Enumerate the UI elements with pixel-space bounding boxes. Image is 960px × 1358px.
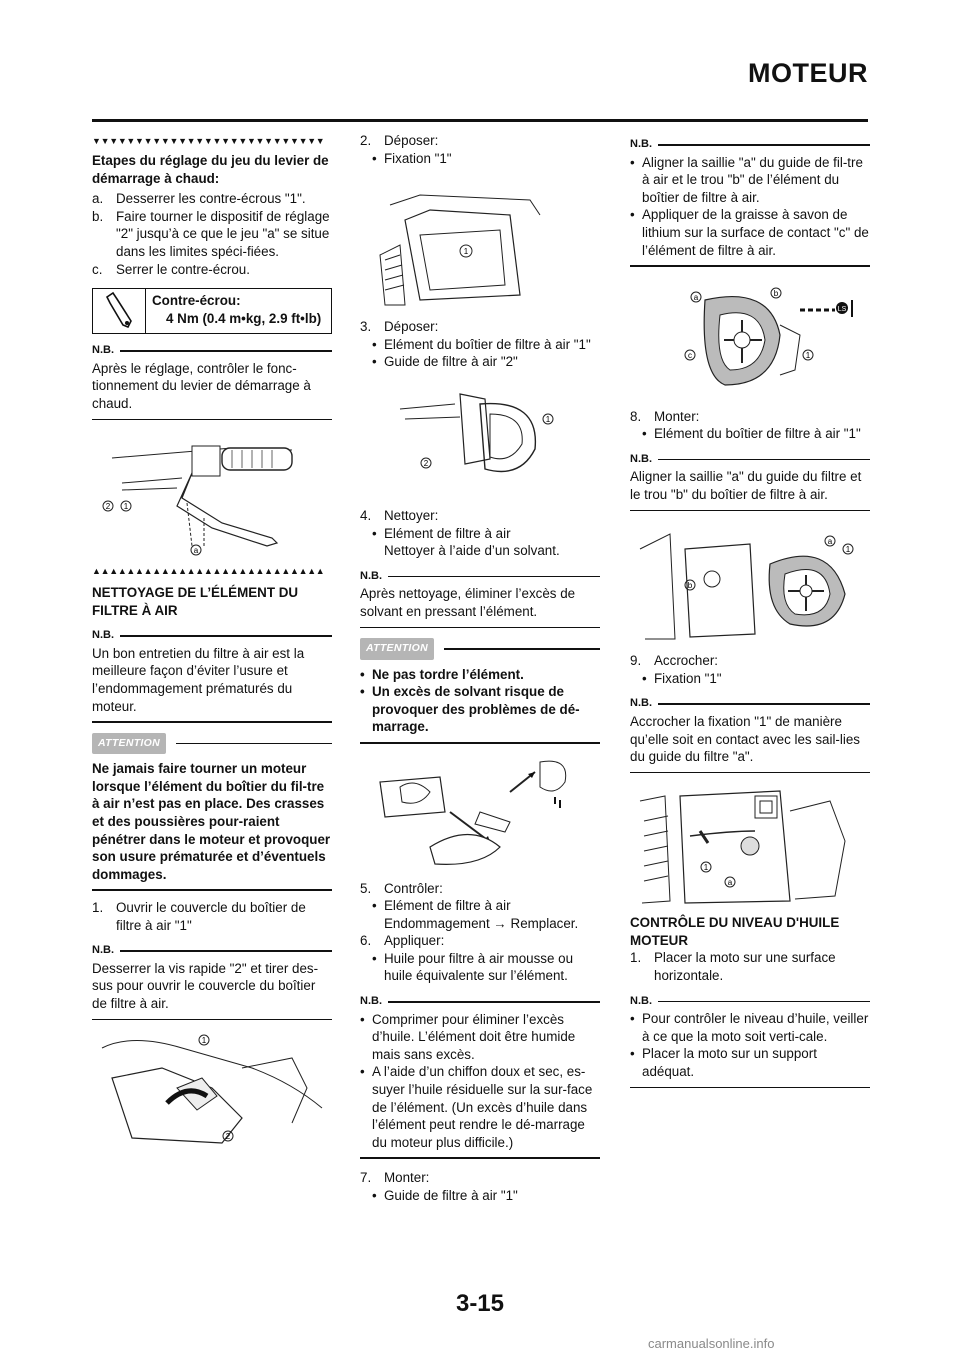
- list-item: 1. Ouvrir le couvercle du boîtier de filtre à air "1": [92, 899, 306, 933]
- column-1: [92, 136, 332, 1161]
- divider: [630, 772, 870, 774]
- svg-text:1: 1: [845, 545, 851, 555]
- bullet-item: • Huile pour filtre à air mousse ou huile équivalente sur l’élément.: [372, 950, 574, 984]
- divider: [360, 627, 600, 629]
- divider: [630, 510, 870, 512]
- bullet-item: • Comprimer pour éliminer l’excès d’huile. L’élément doit être humide mais sans excès.: [360, 1011, 576, 1062]
- nb-header: N.B.: [360, 993, 600, 1011]
- list-item: 6. Appliquer:: [360, 933, 445, 949]
- bullet-item: • Elément du boîtier de filtre à air "1": [372, 336, 591, 352]
- bullet-item: • Fixation "1": [372, 150, 452, 166]
- attention-text: Ne jamais faire tourner un moteur lorsque l’élément du boîtier du fil-tre à air n’est pas en place. Des crasses et des poussières pour-raient pénétrer dans le moteur et provoquer son usure prématurée et d’éventuels dommages.: [92, 761, 331, 882]
- divider: [92, 721, 332, 723]
- bullet-item: • Elément de filtre à air: [372, 898, 511, 914]
- wrench-icon: [93, 289, 146, 333]
- list-item: a. Desserrer les contre-écrous "1".: [92, 191, 306, 207]
- column-2: [360, 132, 600, 1204]
- svg-text:2: 2: [225, 1132, 231, 1141]
- nb-text: Un bon entretien du filtre à air est la meilleure façon d’éviter l’usure et l’endommagement prématurés du moteur.: [92, 645, 305, 714]
- bullet-item: • Aligner la saillie "a" du guide de fil-tre à air et le trou "b" de l’élément du boîtier de filtre à air.: [630, 154, 863, 205]
- svg-text:a: a: [693, 292, 699, 302]
- svg-text:c: c: [688, 350, 692, 360]
- nb-text: Aligner la saillie "a" du guide du filtre et le trou "b" du boîtier de filtre à air.: [630, 469, 862, 503]
- bullet-item: • Elément de filtre à air: [372, 525, 511, 541]
- divider: [92, 1019, 332, 1021]
- nb-text: Accrocher la fixation "1" de manière qu’elle soit en contact avec les sail-lies du guide du filtre "a".: [630, 713, 860, 765]
- list-item: 4. Nettoyer:: [360, 507, 439, 523]
- triangle-row-down: ▼▼▼▼▼▼▼▼▼▼▼▼▼▼▼▼▼▼▼▼▼▼▼▼▼▼▼: [92, 136, 325, 146]
- svg-text:2: 2: [423, 458, 429, 468]
- nb-header: N.B.: [92, 942, 332, 960]
- bullet-item: • Appliquer de la graisse à savon de lithium sur la surface de contact "c" de l’élément de filtre à air.: [630, 207, 869, 258]
- nb-header: N.B.: [630, 993, 870, 1011]
- divider: [630, 1087, 870, 1089]
- spec-value: 4 Nm (0.4 m•kg, 2.9 ft•lb): [166, 310, 322, 326]
- list-item: c. Serrer le contre-écrou.: [92, 261, 250, 277]
- watermark: carmanualsonline.info: [648, 1336, 775, 1351]
- fixation-figure: [360, 175, 600, 310]
- hook-fixation-figure: [630, 781, 870, 906]
- hot-start-lever-figure: [92, 428, 332, 558]
- nb-text: Après le réglage, contrôler le fonc-tionnement du levier de démarrage à chaud.: [92, 360, 311, 411]
- torque-spec-box: [92, 288, 332, 334]
- list-item: 1. Placer la moto sur une surface horizontale.: [630, 950, 836, 983]
- divider: [92, 419, 332, 421]
- svg-text:1: 1: [805, 350, 811, 360]
- page-number: 3-15: [455, 1290, 505, 1317]
- filter-guide-figure: [360, 379, 600, 499]
- attention-header: ATTENTION: [360, 638, 600, 660]
- svg-text:a: a: [827, 537, 833, 547]
- bullet-item: • Ne pas tordre l’élément.: [360, 666, 524, 682]
- nb-header: N.B.: [630, 695, 870, 713]
- mount-element-figure: [630, 519, 870, 644]
- divider: [360, 1157, 600, 1159]
- divider: [360, 742, 600, 744]
- svg-text:1: 1: [545, 414, 551, 424]
- list-item: 2. Déposer:: [360, 133, 439, 148]
- sub-text: Endommagement → Remplacer.: [384, 915, 579, 931]
- list-item: 5. Contrôler:: [360, 880, 443, 896]
- list-item: 9. Accrocher:: [630, 653, 718, 669]
- nb-header: N.B.: [630, 136, 870, 154]
- sub-text: Nettoyer à l’aide d’un solvant.: [384, 543, 560, 559]
- air-box-cover-figure: [92, 1028, 332, 1153]
- bullet-item: • Guide de filtre à air "1": [372, 1187, 518, 1203]
- svg-text:a: a: [193, 546, 199, 556]
- svg-text:1: 1: [201, 1036, 207, 1045]
- list-item: b. Faire tourner le dispositif de réglage "2" jusqu’à ce que le jeu "a" se situe dans les limites spéci-fiées.: [92, 208, 330, 259]
- svg-text:1: 1: [463, 247, 469, 257]
- svg-text:2: 2: [105, 502, 111, 512]
- attention-header: ATTENTION: [92, 733, 332, 755]
- nb-header: N.B.: [360, 568, 600, 586]
- divider: [630, 265, 870, 267]
- filter-element-figure: [630, 275, 870, 400]
- list-item: 3. Déposer:: [360, 319, 439, 335]
- divider: [92, 889, 332, 891]
- bullet-item: • Elément du boîtier de filtre à air "1": [642, 426, 861, 442]
- svg-text:b: b: [687, 581, 693, 591]
- svg-text:LS: LS: [837, 305, 847, 313]
- triangle-row-up: ▲▲▲▲▲▲▲▲▲▲▲▲▲▲▲▲▲▲▲▲▲▲▲▲▲▲▲: [92, 566, 325, 577]
- bullet-item: • Guide de filtre à air "2": [372, 354, 518, 370]
- bullet-item: • Pour contrôler le niveau d’huile, veiller à ce que la moto soit verti-cale.: [630, 1011, 869, 1044]
- spec-label: Contre-écrou:: [152, 293, 241, 309]
- list-item: 7. Monter:: [360, 1169, 430, 1185]
- page-title: MOTEUR: [748, 58, 868, 88]
- bullet-item: • A l’aide d’un chiffon doux et sec, es-suyer l’huile résiduelle sur la sur-face de l’élément. (Un excès d’huile dans l’élément peut rendre le dé-marrage du moteur plus difficile.): [360, 1064, 593, 1150]
- section-title: NETTOYAGE DE L’ÉLÉMENT DU FILTRE À AIR: [92, 585, 299, 618]
- bullet-item: • Fixation "1": [642, 670, 722, 686]
- list-item: 8. Monter:: [630, 408, 700, 424]
- steps-title: Etapes du réglage du jeu du levier de démarrage à chaud:: [92, 153, 329, 186]
- nb-text: Après nettoyage, éliminer l’excès de solvant en pressant l’élément.: [360, 586, 576, 619]
- svg-text:a: a: [727, 878, 733, 888]
- section-title: CONTRÔLE DU NIVEAU D'HUILE MOTEUR: [630, 915, 840, 948]
- svg-text:b: b: [773, 288, 779, 298]
- nb-header: N.B.: [92, 342, 332, 360]
- svg-text:1: 1: [123, 502, 129, 512]
- column-3: [630, 132, 870, 1088]
- bullet-item: • Un excès de solvant risque de provoquer des problèmes de dé-marrage.: [360, 684, 580, 735]
- cleaning-figure: [360, 752, 600, 872]
- nb-header: N.B.: [92, 627, 332, 645]
- nb-header: N.B.: [630, 451, 870, 469]
- svg-text:1: 1: [703, 863, 709, 873]
- bullet-item: • Placer la moto sur un support adéquat.: [630, 1046, 817, 1079]
- nb-text: Desserrer la vis rapide "2" et tirer des-sus pour ouvrir le couvercle du boîtier de filtre à air.: [92, 960, 319, 1011]
- header-rule: [92, 119, 868, 122]
